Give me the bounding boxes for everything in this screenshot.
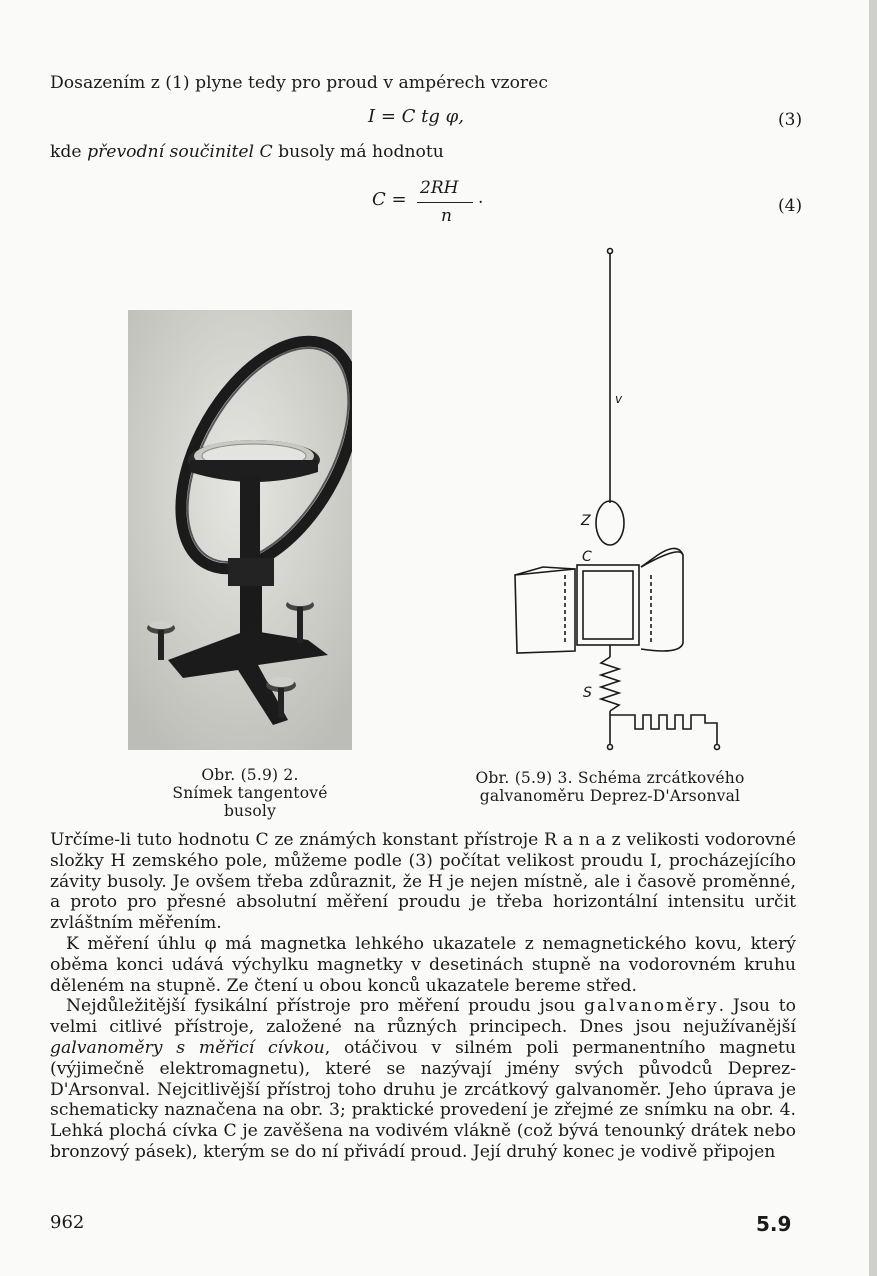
paragraph-2: K měření úhlu φ má magnetka lehkého ukazatele z nemagnetického kovu, který oběma konci udává výchylku magnetky v desetinách stupně na vodorovném kruhu děleném na stupně. Ze čtení u obou konců ukazatele bereme střed. [50, 933, 796, 996]
equation-3: I = C tg φ, [368, 106, 464, 127]
figure-2-caption [150, 766, 350, 820]
page-number: 962 [50, 1212, 85, 1233]
paragraph-3: Nejdůležitější fysikální přístroje pro měření proudu jsou galvanoměry. Jsou to velmi citlivé přístroje, založené na různých principech. Dnes jsou nejužívanější galvanoměry s měřicí cívkou, otáčivou v silném poli permanentního magnetu (výjimečně elektromagnetu), které se nazývají jmény svých původců Deprez-D'Arsonval. Nejcitlivější přístroj toho druhu je zrcátkový galvanoměr. Jeho úprava je schematicky naznačena na obr. 3; praktické provedení je zřejmé ze snímku na obr. 4. Lehká plochá cívka C je zavěšena na vodivém vlákně (což bývá tenounký drátek nebo bronzový pásek), kterým se do ní přivádí proud. Její druhý konec je vodivě připojen [50, 996, 797, 1162]
equation-3-number: (3) [778, 110, 803, 130]
label-v: v [615, 392, 623, 406]
intro-line-1: Dosazením z (1) plyne tedy pro proud v ampérech vzorec [50, 73, 548, 93]
section-number: 5.9 [756, 1212, 792, 1236]
galvanometer-drawing [505, 245, 735, 755]
busola-photo [128, 310, 352, 750]
label-c: C [582, 549, 592, 565]
fraction-bar [417, 202, 473, 203]
equation-4-denominator: n [441, 206, 452, 226]
body-text [50, 830, 796, 1163]
figure-2-caption-line-2: Snímek tangentové busoly [172, 784, 328, 820]
figure-2-caption-line-1: Obr. (5.9) 2. [201, 766, 299, 784]
label-z: Z [581, 513, 591, 529]
galvanometer-schematic [505, 245, 735, 755]
equation-4-lhs: C = [372, 189, 407, 210]
equation-4-dot: . [478, 188, 484, 208]
paragraph-1: Určíme-li tuto hodnotu C ze známých konstant přístroje R a n a z velikosti vodorovné složky H zemského pole, můžeme podle (3) počítat velikost proudu I, procházejícího závity busoly. Je ovšem třeba zdůraznit, že H je nejen místně, ale i časově proměnné, a proto pro přesné absolutní měření proudu je třeba horizontální intensitu určit zvláštním měřením. [50, 830, 796, 934]
equation-4-numerator: 2RH [420, 178, 459, 198]
busola-drawing [128, 310, 352, 750]
figure-3-caption-line-2: galvanoměru Deprez-D'Arsonval [479, 787, 741, 805]
figure-3-caption-line-1: Obr. (5.9) 3. Schéma zrcátkového [475, 769, 745, 787]
figure-3-caption [455, 769, 765, 805]
page-edge-shadow [869, 0, 877, 1276]
equation-4-number: (4) [778, 196, 803, 216]
label-s: S [583, 685, 592, 701]
intro-line-2: kde převodní součinitel C busoly má hodnotu [50, 142, 444, 162]
